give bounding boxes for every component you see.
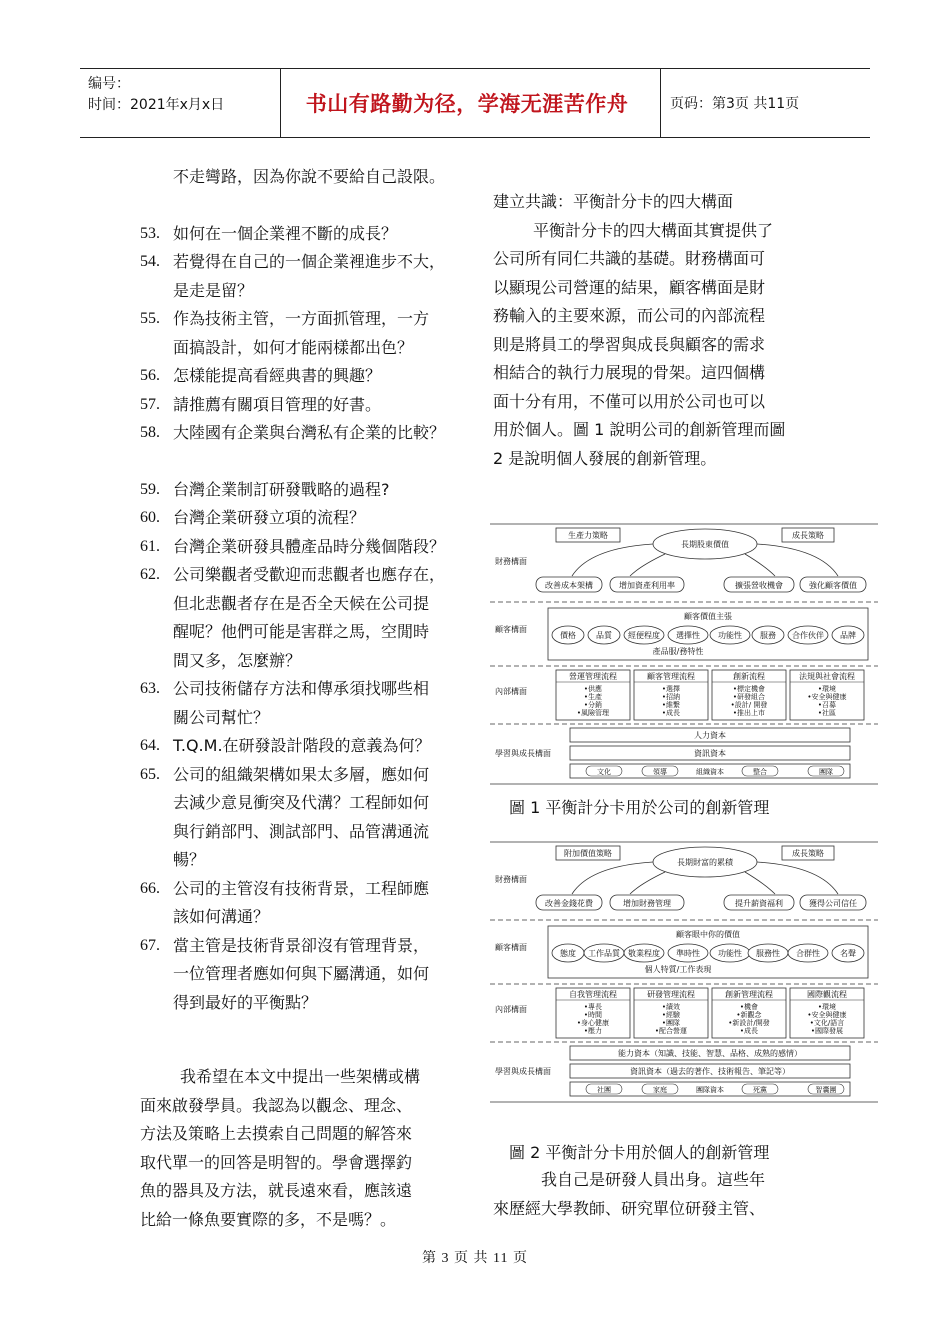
question-line: 大陸國有企業與台灣私有企業的比較？ [173,423,446,442]
process-item: •維繫 [661,701,681,709]
customer-title: 顧客眼中你的價值 [676,930,740,939]
question-item [140,391,480,420]
question-number: 59. [140,480,160,498]
process-item: •分銷 [583,701,603,709]
connector-arc [745,872,775,894]
strategy-label: 成長策略 [792,849,824,858]
customer-oval-label: 服務 [760,631,776,640]
strategy-label: 附加價值策略 [564,849,612,858]
finance-box-label: 改善金錢花費 [545,899,593,908]
document-header [80,68,870,138]
process-title: 創新流程 [733,672,765,681]
question-number: 61. [140,537,160,555]
finance-box-label: 擴張營收機會 [735,581,783,590]
question-list-a [140,220,480,448]
process-title: 國際觀流程 [807,990,847,999]
process-item: •環境 [817,1003,837,1011]
customer-title: 顧客價值主張 [684,612,732,621]
customer-oval-label: 價格 [560,631,576,640]
finance-box-label: 提升薪資福利 [735,899,783,908]
question-number: 54. [140,253,160,270]
question-line: 公司的組織架構如果太多層，應如何 [173,764,430,784]
question-list-b [140,476,480,1018]
process-item: •環境 [817,685,837,693]
customer-oval-label: 品牌 [840,631,856,640]
paragraph-line: 則是將員工的學習與成長與顧客的需求 [493,334,766,354]
paragraph-line: 平衡計分卡的四大構面其實提供了 [533,220,774,240]
paragraph-line: 公司所有同仁共識的基礎。財務構面可 [493,249,766,268]
number-label: 编号： [88,76,130,92]
strategy-label: 生產力策略 [568,531,608,540]
question-number: 58. [140,424,160,441]
process-item: •風險管理 [576,709,610,717]
customer-bottom-label: 個人特質/工作表現 [644,965,712,974]
learning-item-label: 家庭 [653,1086,667,1094]
question-line: 關公司幫忙？ [173,707,270,727]
question-line: 是走是留？ [173,280,254,300]
process-title: 研發管理流程 [647,990,695,999]
row-label: 學習與成長構面 [495,749,551,758]
right-column-tail [493,1166,813,1223]
process-item: •招納 [661,693,681,701]
paragraph-line: 2 是說明個人發展的創新管理。 [493,448,717,468]
connector-arc [630,872,665,894]
connector-arc [745,554,775,576]
question-item [140,732,480,761]
question-item [140,761,480,875]
question-item [140,504,480,533]
strategy-label: 成長策略 [792,531,824,540]
process-item: •新設計/開發 [728,1019,770,1027]
question-line: 公司技術儲存方法和傳承須找哪些相 [173,679,430,698]
process-item: •成長 [739,1027,759,1035]
question-line: 與行銷部門、測試部門、品管溝通流 [173,821,430,841]
row-label: 學習與成長構面 [495,1067,551,1076]
question-item [140,362,480,391]
paragraph-line: 取代單一的回答是明智的。學會選擇釣 [140,1152,413,1172]
process-item: •生產 [583,693,603,701]
connector-arc [572,544,653,576]
paragraph-line: 以顯現公司營運的結果，顧客構面是財 [493,277,766,297]
row-label: 財務構面 [495,557,527,566]
row-label: 顧客構面 [495,625,527,634]
process-title: 法規與社會流程 [799,672,855,681]
process-title: 營運管理流程 [569,672,617,681]
finance-box-label: 改善成本架構 [545,581,593,590]
customer-oval-label: 服務性 [756,949,780,958]
process-item: •身心健康 [576,1019,610,1027]
right-column [493,188,813,473]
process-item: •文化/語言 [809,1019,845,1027]
customer-oval-label: 合作伙伴 [792,631,824,640]
process-item: •選擇 [661,685,681,693]
paragraph-line: 面來啟發學員。我認為以觀念、理念、 [140,1095,413,1115]
question-line: 醒呢？他們可能是害群之馬，空閒時 [173,622,430,641]
customer-oval-label: 名聲 [840,949,856,958]
learning-bar-label: 資訊資本（過去的著作、技術報告、筆記等） [630,1067,790,1076]
customer-oval-label: 工作品質 [588,949,620,958]
question-line: 怎樣能提高看經典書的興趣？ [173,366,382,385]
question-item [140,932,480,1018]
customer-oval-label: 功能性 [718,631,742,640]
paragraph-line: 來歷經大學教師、研究單位研發主管、 [493,1198,766,1218]
learning-bar-label: 資訊資本 [694,749,726,758]
question-line: 公司的主管沒有技術背景，工程師應 [173,878,430,898]
process-item: •召募 [817,701,837,709]
customer-oval-label: 態度 [560,949,576,958]
left-column [140,163,480,1234]
learning-item-label: 組織資本 [696,768,724,776]
question-line: 台灣企業制訂研發戰略的過程? [173,479,390,499]
question-line: 若覺得在自己的一個企業裡進步不大， [173,252,446,271]
process-item: •新觀念 [736,1011,762,1019]
customer-oval-label: 選擇性 [676,631,700,640]
question-line: 去減少意見衝突及代溝？工程師如何 [173,793,430,812]
finance-box-label: 獲得公司信任 [809,899,857,908]
center-label: 長期財富的累積 [677,858,733,867]
learning-item-label: 智囊團 [815,1086,837,1094]
question-line: 面搞設計，如何才能兩樣都出色？ [173,337,414,357]
question-number: 56. [140,367,160,384]
paragraph-line: 我自己是研發人員出身。這些年 [541,1170,766,1189]
customer-oval-label: 品質 [596,631,612,640]
process-item: •社區 [817,709,837,717]
question-number: 65. [140,765,160,783]
learning-bar-label: 能力資本（知識、技能、智慧、品格、成熟的感情） [618,1049,802,1058]
process-item: •專長 [583,1003,603,1011]
question-number: 64. [140,737,160,754]
process-item: •安全與健康 [807,1011,847,1019]
intro-line: 不走彎路，因為你說不要給自己設限。 [173,167,446,186]
question-number: 62. [140,566,160,583]
question-item [140,220,480,249]
question-item [140,419,480,448]
question-line: 間又多，怎麼辦？ [173,650,302,670]
question-line: 暢？ [173,850,206,869]
header-divider [660,69,661,137]
page-footer: 第 3 页 共 11 页 [422,1251,528,1266]
question-number: 55. [140,310,160,327]
question-item [140,248,480,305]
question-line: T.Q.M.在研發設計階段的意義為何？ [173,736,431,755]
header-motto: 书山有路勤为径，学海无涯苦作舟 [305,92,629,116]
process-item: •安全與健康 [807,693,847,701]
process-title: 自我管理流程 [569,990,617,999]
finance-box-label: 增加資產利用率 [619,581,675,590]
row-label: 顧客構面 [495,943,527,952]
process-item: •績效 [661,1003,681,1011]
customer-oval-label: 功能性 [718,949,742,958]
finance-box-label: 增加財務管理 [623,899,671,908]
customer-oval-label: 準時性 [676,949,700,958]
learning-item-label: 領導 [653,768,667,776]
section-title: 建立共識：平衡計分卡的四大構面 [493,192,734,211]
row-label: 內部構面 [495,687,527,696]
question-item [140,305,480,362]
tail-paragraph [493,1166,813,1223]
learning-item-label: 團隊資本 [696,1086,724,1094]
process-item: •配合營運 [654,1027,688,1035]
row-label: 財務構面 [495,875,527,884]
figure-1-caption: 圖 1 平衡計分卡用於公司的創新管理 [509,798,770,817]
question-line: 當主管是技術背景卻沒有管理背景， [173,935,430,955]
question-line: 請推薦有關項目管理的好書。 [173,394,382,414]
learning-item-label: 整合 [753,768,767,776]
learning-item-label: 社團 [597,1086,611,1094]
question-item [140,533,480,562]
row-label: 內部構面 [495,1005,527,1014]
paragraph-line: 我希望在本文中提出一些架構或構 [180,1067,421,1086]
customer-oval-label: 合群性 [796,949,820,958]
paragraph-line: 相結合的執行力展現的骨架。這四個構 [493,363,766,382]
paragraph-line: 方法及策略上去摸索自己問題的解答來 [140,1124,413,1143]
section-paragraph [493,217,813,474]
process-item: •時間 [583,1011,603,1019]
question-number: 60. [140,509,160,526]
learning-bar-label: 人力資本 [694,731,726,740]
customer-bottom-label: 產品服/務特性 [652,647,704,656]
learning-item-label: 團隊 [819,768,833,776]
paragraph-line: 比給一條魚要實際的多，不是嗎？。 [140,1209,397,1229]
process-item: •供應 [583,685,603,693]
connector-arc [572,862,653,894]
question-number: 66. [140,879,160,897]
connector-arc [630,554,665,576]
header-divider [280,69,281,137]
question-line: 得到最好的平衡點？ [173,992,318,1012]
question-item [140,675,480,732]
process-title: 顧客管理流程 [647,672,695,681]
question-line: 如何在一個企業裡不斷的成長？ [173,223,398,243]
learning-item-label: 死黨 [753,1086,767,1094]
process-item: •壓力 [583,1027,603,1035]
header-page-label: 页码：第3页 共11页 [670,96,800,112]
process-item: •設計/ 開發 [730,701,768,709]
question-line: 台灣企業研發具體產品時分幾個階段？ [173,536,446,556]
process-item: •經驗 [661,1011,681,1019]
paragraph-line: 用於個人。圖 1 說明公司的創新管理而圖 [493,420,786,439]
figure-2-caption: 圖 2 平衡計分卡用於個人的創新管理 [509,1143,770,1162]
customer-oval-label: 敬業程度 [628,949,660,958]
figure-2-diagram [490,840,878,1108]
closing-paragraph [140,1063,480,1234]
question-line: 台灣企業研發立項的流程？ [173,508,366,527]
paragraph-line: 面十分有用，不僅可以用於公司也可以 [493,391,766,411]
question-line: 但北悲觀者存在是否全天候在公司提 [173,593,430,613]
question-item [140,476,480,505]
learning-item-label: 文化 [597,768,611,776]
question-number: 67. [140,936,160,954]
process-item: •標定機會 [732,685,766,693]
question-item [140,875,480,932]
process-item: •機會 [739,1003,759,1011]
time-label: 时间：2021年x月x日 [88,97,225,113]
question-line: 該如何溝通？ [173,907,270,926]
question-line: 一位管理者應如何與下屬溝通，如何 [173,964,430,983]
paragraph-line: 務輸入的主要來源，而公司的內部流程 [493,306,766,325]
question-number: 63. [140,680,160,697]
process-item: •研發組合 [732,693,766,701]
finance-box-label: 強化顧客價值 [809,581,857,590]
process-item: •國際發展 [810,1027,844,1035]
customer-oval-label: 經便程度 [628,631,660,640]
process-item: •團隊 [661,1019,681,1027]
question-line: 作為技術主管，一方面抓管理，一方 [173,309,430,328]
question-item [140,561,480,675]
process-title: 創新管理流程 [725,990,773,999]
question-number: 57. [140,395,160,413]
question-line: 公司樂觀者受歡迎而悲觀者也應存在， [173,565,446,584]
process-item: •推出上市 [732,709,766,717]
center-label: 長期股東價值 [681,540,729,549]
header-left-info [88,74,224,116]
figure-1-diagram [490,522,878,790]
question-number: 53. [140,224,160,242]
paragraph-line: 魚的器具及方法，就長遠來看，應該遠 [140,1181,413,1200]
process-item: •成長 [661,709,681,717]
